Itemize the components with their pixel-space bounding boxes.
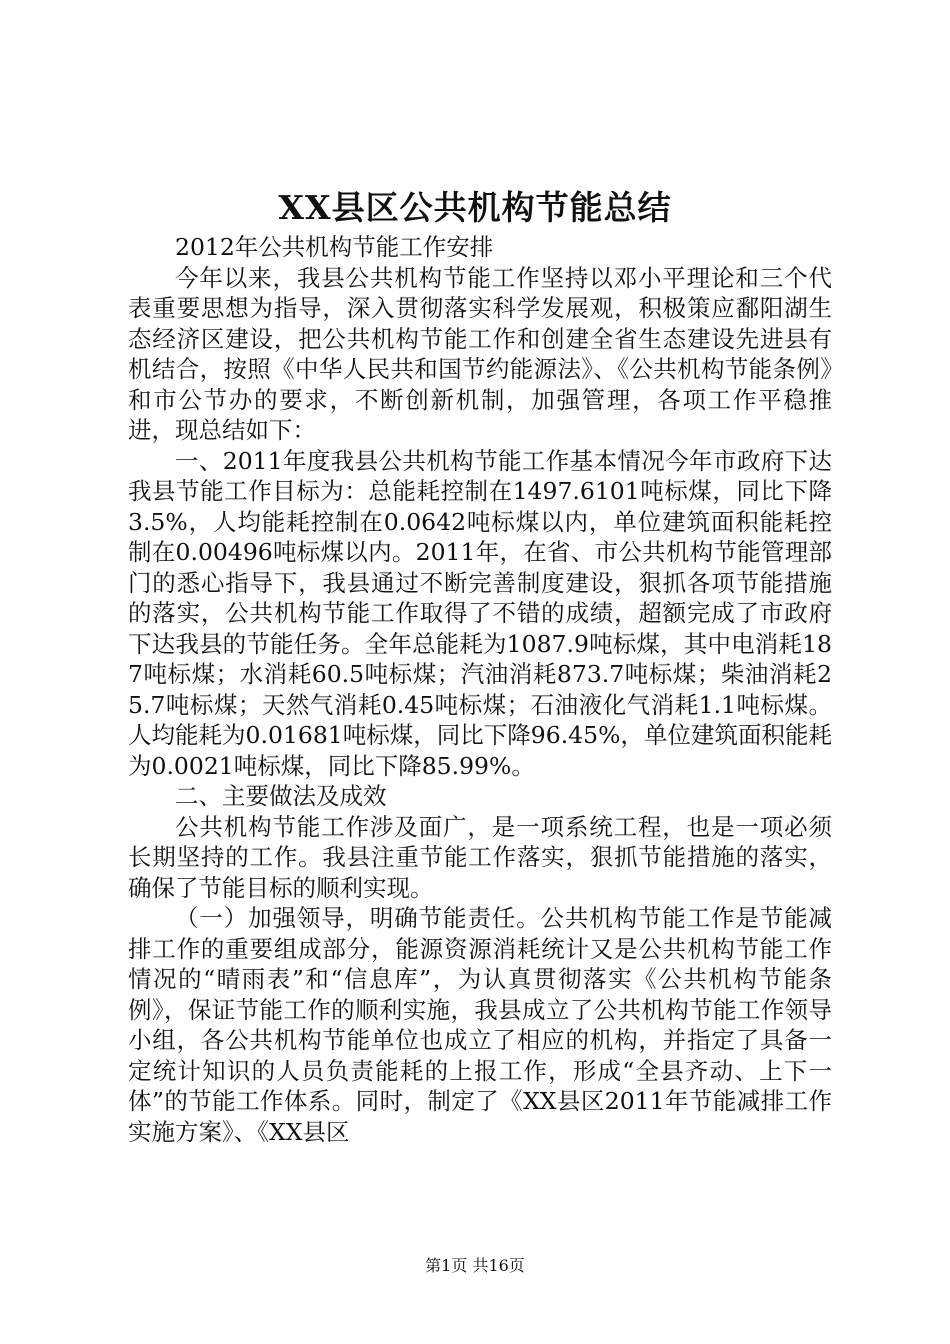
paragraph-section-2-intro: 公共机构节能工作涉及面广，是一项系统工程，也是一项必须长期坚持的工作。我县注重节能工作落实，狠抓节能措施的落实，确保了节能目标的顺利实现。 bbox=[128, 812, 832, 902]
document-title: XX县区公共机构节能总结 bbox=[278, 188, 672, 227]
page-footer: 第1页 共16页 bbox=[425, 1256, 525, 1275]
paragraph-section-2-heading: 二、主要做法及成效 bbox=[175, 782, 387, 810]
paragraph-plan-heading: 2012年公共机构节能工作安排 bbox=[175, 233, 494, 261]
paragraph-section-1: 一、2011年度我县公共机构节能工作基本情况今年市政府下达我县节能工作目标为：总能耗控制在1497.6101吨标煤，同比下降3.5%，人均能耗控制在0.0642吨标煤以内，单位建筑面积能耗控制在0.00496吨标煤以内。2011年，在省、市公共机构节能管理部门的悉心指导下，我县通过不断完善制度建设，狠抓各项节能措施的落实，公共机构节能工作取得了不错的成绩，超额完成了市政府下达我县的节能任务。全年总能耗为1087.9吨标煤，其中电消耗187吨标煤；水消耗60.5吨标煤；汽油消耗873.7吨标煤；柴油消耗25.7吨标煤；天然气消耗0.45吨标煤；石油液化气消耗1.1吨标煤。人均能耗为0.01681吨标煤，同比下降96.45%，单位建筑面积能耗为0.0021吨标煤，同比下降85.99%。 bbox=[128, 446, 832, 780]
paragraph-intro: 今年以来，我县公共机构节能工作坚持以邓小平理论和三个代表重要思想为指导，深入贯彻落实科学发展观，积极策应鄱阳湖生态经济区建设，把公共机构节能工作和创建全省生态建设先进县有机结合，按照《中华人民共和国节约能源法》、《公共机构节能条例》和市公节办的要求，不断创新机制，加强管理，各项工作平稳推进，现总结如下： bbox=[128, 263, 832, 444]
document-body bbox=[128, 232, 832, 1147]
paragraph-subsection-1: （一）加强领导，明确节能责任。公共机构节能工作是节能减排工作的重要组成部分，能源资源消耗统计又是公共机构节能工作情况的“晴雨表”和“信息库”，为认真贯彻落实《公共机构节能条例》，保证节能工作的顺利实施，我县成立了公共机构节能工作领导小组，各公共机构节能单位也成立了相应的机构，并指定了具备一定统计知识的人员负责能耗的上报工作，形成“全县齐动、上下一体”的节能工作体系。同时，制定了《XX县区2011年节能减排工作实施方案》、《XX县区 bbox=[128, 904, 832, 1146]
